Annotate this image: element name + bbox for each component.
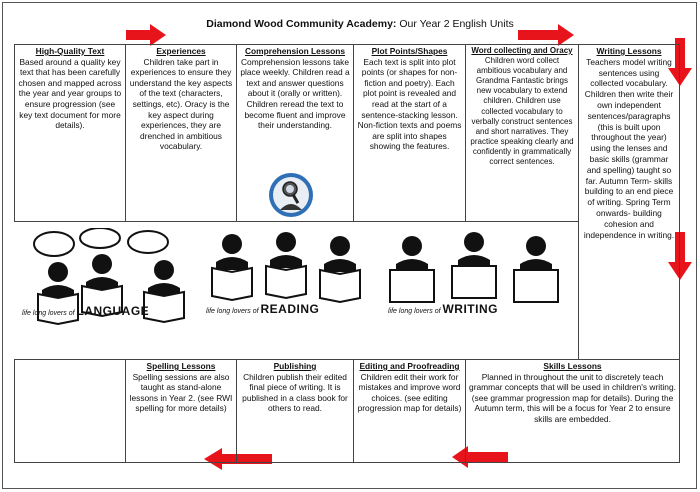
- reading-illustration: [206, 230, 366, 310]
- caption-word: WRITING: [442, 302, 498, 316]
- box-heading: Publishing: [273, 361, 317, 371]
- title-bold: Diamond Wood Community Academy:: [206, 18, 397, 30]
- box-heading: Skills Lessons: [543, 361, 602, 371]
- arrow-right-icon: [126, 24, 166, 46]
- box-empty-left: [14, 359, 126, 463]
- box-skills-lessons: [465, 359, 680, 463]
- language-caption: [22, 304, 202, 318]
- caption-word: LANGUAGE: [76, 304, 150, 318]
- box-editing-proofreading: [353, 359, 466, 463]
- caption-script: life long lovers of: [206, 308, 259, 315]
- caption-word: READING: [260, 302, 320, 316]
- reading-caption: [206, 302, 376, 316]
- caption-script: life long lovers of: [22, 310, 75, 317]
- box-experiences: [125, 44, 237, 222]
- box-heading: Comprehension Lessons: [244, 46, 346, 56]
- box-body: Teachers model writing sentences using collected vocabulary. Children then write their own independent sentences/paragraphs (this is built upon throughout the year) using the lenses and basic skills (grammar and spelling) taught so far. Autumn Term- skills building to an end piece of writing. Spring Term onwards- building cohesion and independence in writing.: [583, 56, 675, 240]
- box-heading: Spelling Lessons: [146, 361, 216, 371]
- box-body: Children take part in experiences to ensure they understand the key aspects of the text (characters, settings, etc). Oracy is the key aspect during experiences, they are drenched in ambitious vocabulary.: [129, 56, 233, 152]
- box-plot-points: [353, 44, 466, 222]
- caption-script: life long lovers of: [388, 308, 441, 315]
- box-body: Children edit their work for mistakes and improve word choices. (see editing progression map for details): [357, 371, 462, 414]
- page-title: [170, 18, 550, 30]
- box-spelling-lessons: [125, 359, 237, 463]
- box-heading: Plot Points/Shapes: [371, 46, 448, 56]
- box-body: Each text is split into plot points (or shapes for non-fiction and poetry). Each plot point is revealed and read at the start of a sentence-stacking lesson. Non-fiction texts and poems are split into shapes showing the features.: [357, 56, 462, 152]
- writing-illustration: [384, 232, 564, 312]
- box-heading: Word collecting and Oracy: [471, 46, 573, 55]
- box-heading: Experiences: [156, 46, 206, 56]
- box-body: Children word collect ambitious vocabulary and Grandma Fantastic brings new vocabulary to extend children. Children use collected vocabulary to verbally construct sentences and short narratives. They practice speaking clearly and confidently in grammatically correct sentences.: [470, 56, 574, 167]
- writing-caption: [388, 302, 568, 316]
- box-body: Children publish their edited final piece of writing. It is published in a class book for others to read.: [242, 371, 348, 414]
- box-publishing: [236, 359, 354, 463]
- box-heading: High-Quality Text: [35, 46, 105, 56]
- box-high-quality-text: [14, 44, 126, 222]
- box-writing-lessons: [578, 44, 680, 360]
- box-body: Comprehension lessons take place weekly. Children read a text and answer questions about it (orally or written). Children reread the text to become fluent and improve their understanding.: [240, 56, 350, 131]
- box-word-collecting: [465, 44, 579, 222]
- magnifying-glass-icon: [268, 172, 314, 218]
- box-heading: Writing Lessons: [596, 46, 662, 56]
- arrow-right-icon: [518, 24, 574, 46]
- box-body: Based around a quality key text that has been carefully chosen and mapped across the year and year groups to ensure progression (see key text document for more details).: [18, 56, 122, 131]
- language-illustration: [16, 228, 202, 340]
- box-body: Spelling sessions are also taught as stand-alone lessons in Year 2. (see RWI spelling for more details): [129, 371, 233, 414]
- box-heading: Editing and Proofreading: [359, 361, 460, 371]
- box-body: Planned in throughout the unit to discretely teach grammar concepts that will be used in children's writing. (see grammar progression map for details). During the Autumn term, this will be a focus for Year 2 to ensure skills are embedded.: [469, 371, 676, 424]
- title-rest: Our Year 2 English Units: [396, 18, 514, 30]
